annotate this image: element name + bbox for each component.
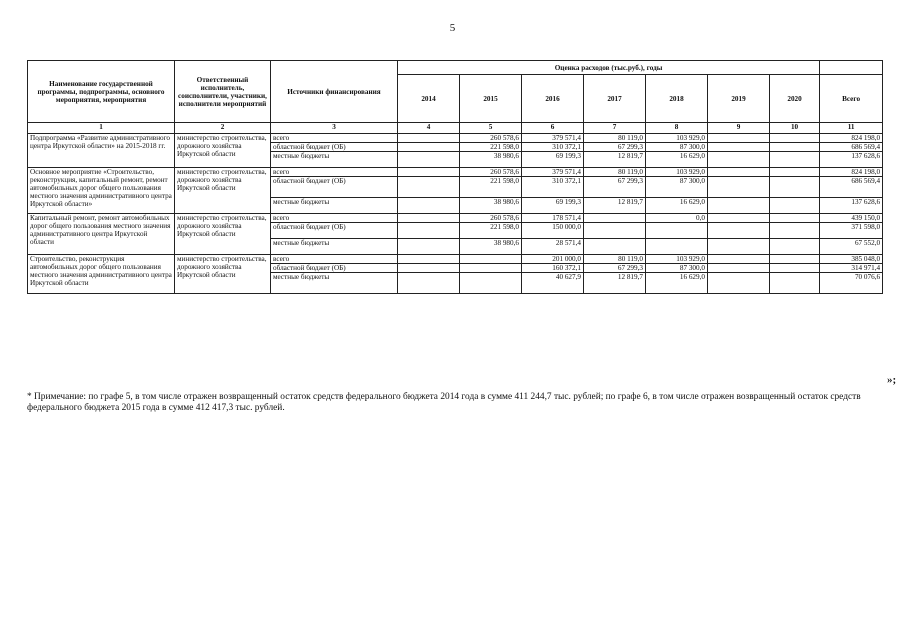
year-value	[398, 152, 460, 168]
header-year: 2020	[770, 75, 820, 123]
column-number: 11	[820, 123, 883, 134]
footnote: * Примечание: по графе 5, в том числе отражен возвращенный остаток средств федерального бюджета 2014 года в сумме 411 244,7 тыс. рублей; по графе 6, в том числе отражен возвращенный остаток средств федерального бюджета 2015 года в сумме 412 417,3 тыс. рублей.	[27, 392, 861, 413]
column-number: 7	[584, 123, 646, 134]
year-value	[708, 168, 770, 177]
column-number: 2	[175, 123, 271, 134]
year-value: 178 571,4	[522, 214, 584, 223]
total-value: 314 971,4	[820, 264, 883, 273]
total-value: 385 048,0	[820, 255, 883, 264]
year-value	[398, 214, 460, 223]
year-value: 67 299,3	[584, 177, 646, 198]
header-name: Наименование государственной программы, подпрограммы, основного мероприятия, мероприятия	[28, 61, 175, 123]
year-value	[708, 143, 770, 152]
funding-source: областной бюджет (ОБ)	[271, 223, 398, 239]
year-value: 69 199,3	[522, 198, 584, 214]
year-value: 69 199,3	[522, 152, 584, 168]
year-value: 221 598,0	[460, 177, 522, 198]
year-value	[584, 223, 646, 239]
header-total: Всего	[820, 75, 883, 123]
year-value: 38 980,6	[460, 152, 522, 168]
year-value	[460, 255, 522, 264]
year-value	[770, 177, 820, 198]
funding-source: областной бюджет (ОБ)	[271, 177, 398, 198]
total-value: 686 569,4	[820, 177, 883, 198]
year-value	[398, 239, 460, 255]
year-value: 67 299,3	[584, 264, 646, 273]
year-value	[398, 134, 460, 143]
year-value	[770, 152, 820, 168]
column-number: 9	[708, 123, 770, 134]
year-value	[770, 214, 820, 223]
funding-source: всего	[271, 134, 398, 143]
year-value: 12 819,7	[584, 198, 646, 214]
funding-source: местные бюджеты	[271, 239, 398, 255]
year-value	[460, 264, 522, 273]
executor: министерство строительства, дорожного хозяйства Иркутской области	[175, 168, 271, 214]
funding-source: местные бюджеты	[271, 152, 398, 168]
year-value: 67 299,3	[584, 143, 646, 152]
year-value: 103 929,0	[646, 255, 708, 264]
funding-source: областной бюджет (ОБ)	[271, 264, 398, 273]
year-value: 87 300,0	[646, 177, 708, 198]
column-number: 10	[770, 123, 820, 134]
year-value	[770, 168, 820, 177]
executor: министерство строительства, дорожного хозяйства Иркутской области	[175, 214, 271, 255]
year-value: 16 629,0	[646, 273, 708, 294]
header-year: 2018	[646, 75, 708, 123]
year-value	[708, 264, 770, 273]
year-value	[398, 273, 460, 294]
year-value: 12 819,7	[584, 273, 646, 294]
total-value: 67 552,0	[820, 239, 883, 255]
year-value: 160 372,1	[522, 264, 584, 273]
year-value	[708, 273, 770, 294]
year-value	[398, 177, 460, 198]
total-value: 70 076,6	[820, 273, 883, 294]
year-value: 379 571,4	[522, 168, 584, 177]
year-value	[770, 255, 820, 264]
year-value	[708, 214, 770, 223]
total-value: 439 150,0	[820, 214, 883, 223]
year-value: 221 598,0	[460, 223, 522, 239]
year-value: 103 929,0	[646, 168, 708, 177]
year-value	[708, 177, 770, 198]
executor: министерство строительства, дорожного хозяйства Иркутской области	[175, 255, 271, 294]
column-number: 4	[398, 123, 460, 134]
program-name: Основное мероприятие «Строительство, реконструкция, капитальный ремонт, ремонт автомобильных дорог общего пользования местного значения административного центра Иркутской области»	[28, 168, 175, 214]
total-value: 137 628,6	[820, 198, 883, 214]
total-value: 137 628,6	[820, 152, 883, 168]
year-value	[770, 273, 820, 294]
year-value: 87 300,0	[646, 264, 708, 273]
year-value	[398, 264, 460, 273]
year-value	[770, 143, 820, 152]
year-value: 379 571,4	[522, 134, 584, 143]
year-value	[770, 134, 820, 143]
year-value: 38 980,6	[460, 198, 522, 214]
program-name: Капитальный ремонт, ремонт автомобильных дорог общего пользования местного значения административного центра Иркутской области	[28, 214, 175, 255]
program-name: Строительство, реконструкция автомобильных дорог общего пользования местного значения административного центра Иркутской области	[28, 255, 175, 294]
column-number: 1	[28, 123, 175, 134]
year-value: 16 629,0	[646, 152, 708, 168]
year-value: 260 578,6	[460, 168, 522, 177]
year-value: 150 000,0	[522, 223, 584, 239]
year-value	[584, 214, 646, 223]
year-value: 38 980,6	[460, 239, 522, 255]
header-executor: Ответственный исполнитель, соисполнители, участники, исполнители мероприятий	[175, 61, 271, 123]
year-value	[770, 264, 820, 273]
funding-source: всего	[271, 168, 398, 177]
year-value: 260 578,6	[460, 214, 522, 223]
program-name: Подпрограмма «Развитие административного центра Иркутской области» на 2015-2018 гг.	[28, 134, 175, 168]
total-value: 686 569,4	[820, 143, 883, 152]
year-value: 103 929,0	[646, 134, 708, 143]
year-value	[398, 223, 460, 239]
header-sources: Источники финансирования	[271, 61, 398, 123]
year-value	[770, 198, 820, 214]
funding-source: местные бюджеты	[271, 198, 398, 214]
total-value: 824 198,0	[820, 168, 883, 177]
year-value	[398, 168, 460, 177]
year-value	[708, 152, 770, 168]
expenses-table	[27, 60, 883, 294]
funding-source: местные бюджеты	[271, 273, 398, 294]
year-value: 260 578,6	[460, 134, 522, 143]
funding-source: областной бюджет (ОБ)	[271, 143, 398, 152]
year-value	[770, 223, 820, 239]
column-number: 5	[460, 123, 522, 134]
year-value: 40 627,9	[522, 273, 584, 294]
year-value	[646, 239, 708, 255]
total-value: 371 598,0	[820, 223, 883, 239]
header-year: 2014	[398, 75, 460, 123]
year-value	[398, 255, 460, 264]
year-value	[708, 255, 770, 264]
year-value	[708, 239, 770, 255]
header-expenses: Оценка расходов (тыс.руб.), годы	[398, 61, 820, 75]
table-row	[28, 134, 883, 143]
column-number: 8	[646, 123, 708, 134]
year-value	[708, 134, 770, 143]
column-number: 6	[522, 123, 584, 134]
year-value	[584, 239, 646, 255]
closing-mark: »;	[887, 374, 897, 386]
column-number: 3	[271, 123, 398, 134]
funding-source: всего	[271, 214, 398, 223]
year-value: 12 819,7	[584, 152, 646, 168]
year-value	[398, 143, 460, 152]
table-row	[28, 255, 883, 264]
table-row	[28, 214, 883, 223]
year-value: 310 372,1	[522, 143, 584, 152]
total-value: 824 198,0	[820, 134, 883, 143]
year-value	[460, 273, 522, 294]
year-value: 80 119,0	[584, 255, 646, 264]
year-value	[708, 198, 770, 214]
header-year: 2019	[708, 75, 770, 123]
executor: министерство строительства, дорожного хозяйства Иркутской области	[175, 134, 271, 168]
year-value: 0,0	[646, 214, 708, 223]
year-value: 80 119,0	[584, 134, 646, 143]
year-value: 80 119,0	[584, 168, 646, 177]
year-value: 28 571,4	[522, 239, 584, 255]
year-value	[398, 198, 460, 214]
year-value: 310 372,1	[522, 177, 584, 198]
year-value	[770, 239, 820, 255]
year-value	[646, 223, 708, 239]
header-blank	[820, 61, 883, 75]
table-row	[28, 168, 883, 177]
year-value: 87 300,0	[646, 143, 708, 152]
year-value: 16 629,0	[646, 198, 708, 214]
funding-source: всего	[271, 255, 398, 264]
year-value: 221 598,0	[460, 143, 522, 152]
header-year: 2016	[522, 75, 584, 123]
header-year: 2017	[584, 75, 646, 123]
page-number: 5	[449, 22, 456, 34]
header-year: 2015	[460, 75, 522, 123]
year-value: 201 000,0	[522, 255, 584, 264]
year-value	[708, 223, 770, 239]
